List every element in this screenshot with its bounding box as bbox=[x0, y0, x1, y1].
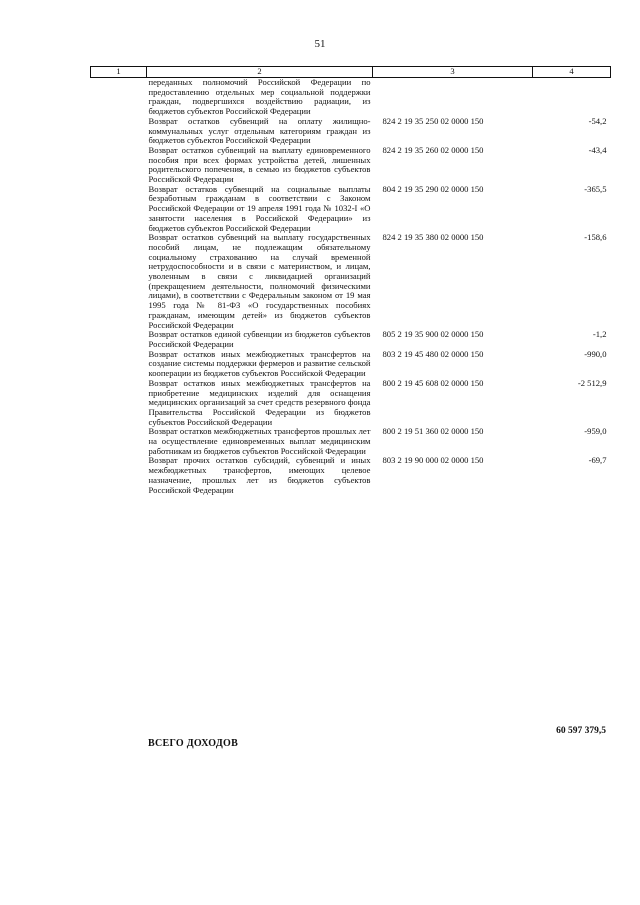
column-header-4: 4 bbox=[533, 67, 611, 78]
column-header-3: 3 bbox=[373, 67, 533, 78]
table-row bbox=[91, 233, 611, 330]
row-description: Возврат остатков субвенций на оплату жилищно-коммунальных услуг отдельным категориям граждан из бюджетов субъектов Российской Федерации bbox=[148, 115, 371, 146]
row-amount: -54,2 bbox=[588, 115, 607, 126]
row-description: Возврат остатков субвенций на выплату единовременного пособия при всех формах устройства детей, лишенных родительского попечения, в семью из бюджетов субъектов Российской Федерации bbox=[148, 144, 371, 185]
row-code: 824 2 19 35 260 02 0000 150 bbox=[382, 144, 484, 155]
row-amount: -1,2 bbox=[592, 329, 607, 340]
table-row bbox=[91, 350, 611, 379]
row-amount: -990,0 bbox=[584, 348, 607, 359]
row-description: Возврат прочих остатков субсидий, субвенций и иных межбюджетных трансфертов, имеющих целевое назначение, прошлых лет из бюджетов субъектов Российской Федерации bbox=[148, 455, 371, 495]
row-amount bbox=[533, 78, 611, 117]
total-revenue-value: 60 597 379,5 bbox=[556, 726, 606, 736]
row-amount: -365,5 bbox=[584, 183, 607, 194]
row-code: 824 2 19 35 250 02 0000 150 bbox=[382, 115, 484, 126]
row-amount: -158,6 bbox=[584, 232, 607, 243]
row-amount: -2 512,9 bbox=[577, 377, 607, 388]
table-row bbox=[91, 185, 611, 234]
row-description: Возврат остатков иных межбюджетных трансфертов на создание системы поддержки фермеров и развитие сельской кооперации из бюджетов субъектов Российской Федерации bbox=[148, 348, 371, 379]
page-number: 51 bbox=[314, 38, 326, 50]
row-description: переданных полномочий Российской Федерации по предоставлению отдельных мер социальной поддержки граждан, подвергшихся воздействию радиации, из бюджетов субъектов Российской Федерации bbox=[148, 77, 371, 117]
table-row bbox=[91, 379, 611, 428]
row-description: Возврат остатков субвенций на выплату государственных пособий лицам, не подлежащим обязательному социальному страхованию на случай временной нетрудоспособности и в связи с материнством, и лицам, уволенным в связи с ликвидацией организаций (прекращением деятельности, полномочий физическими лицами), в соответствии с Федеральным законом от 19 мая 1995 года № 81-ФЗ «О государственных пособиях гражданам, имеющим детей» из бюджетов субъектов Российской Федерации bbox=[148, 232, 371, 330]
row-code: 805 2 19 35 900 02 0000 150 bbox=[382, 329, 484, 340]
row-description: Возврат остатков единой субвенции из бюджетов субъектов Российской Федерации bbox=[148, 329, 371, 349]
row-description: Возврат остатков межбюджетных трансфертов прошлых лет на осуществление единовременных выплат медицинским работникам из бюджетов субъектов Российской Федерации bbox=[148, 426, 371, 456]
row-code: 803 2 19 90 000 02 0000 150 bbox=[382, 455, 484, 466]
row-code: 824 2 19 35 380 02 0000 150 bbox=[382, 232, 484, 243]
row-amount: -959,0 bbox=[584, 426, 607, 437]
table-row bbox=[91, 427, 611, 456]
row-code bbox=[373, 78, 533, 117]
total-revenue-label: ВСЕГО ДОХОДОВ bbox=[148, 738, 239, 749]
row-description: Возврат остатков иных межбюджетных трансфертов на приобретение медицинских изделий для оснащения медицинских организаций за счет средств резервного фонда Правительства Российской Федерации из бюджетов субъектов Российской Федерации bbox=[148, 377, 371, 427]
row-amount: -43,4 bbox=[588, 144, 607, 155]
row-amount: -69,7 bbox=[588, 455, 607, 466]
column-header-1: 1 bbox=[91, 67, 147, 78]
table-row bbox=[91, 330, 611, 349]
row-code: 800 2 19 45 608 02 0000 150 bbox=[382, 377, 484, 388]
row-description: Возврат остатков субвенций на социальные выплаты безработным гражданам в соответствии с Законом Российской Федерации от 19 апреля 1991 года № 1032-I «О занятости населения в Российской Федерации» из бюджетов субъектов Российской Федерации bbox=[148, 183, 371, 233]
table-row bbox=[91, 146, 611, 185]
row-code: 804 2 19 35 290 02 0000 150 bbox=[382, 183, 484, 194]
row-code: 803 2 19 45 480 02 0000 150 bbox=[382, 348, 484, 359]
table-row bbox=[91, 78, 611, 117]
column-header-2: 2 bbox=[147, 67, 373, 78]
revenue-table bbox=[90, 66, 611, 495]
table-row bbox=[91, 117, 611, 146]
row-code: 800 2 19 51 360 02 0000 150 bbox=[382, 426, 484, 437]
table-header-row bbox=[91, 67, 611, 78]
table-row bbox=[91, 456, 611, 495]
